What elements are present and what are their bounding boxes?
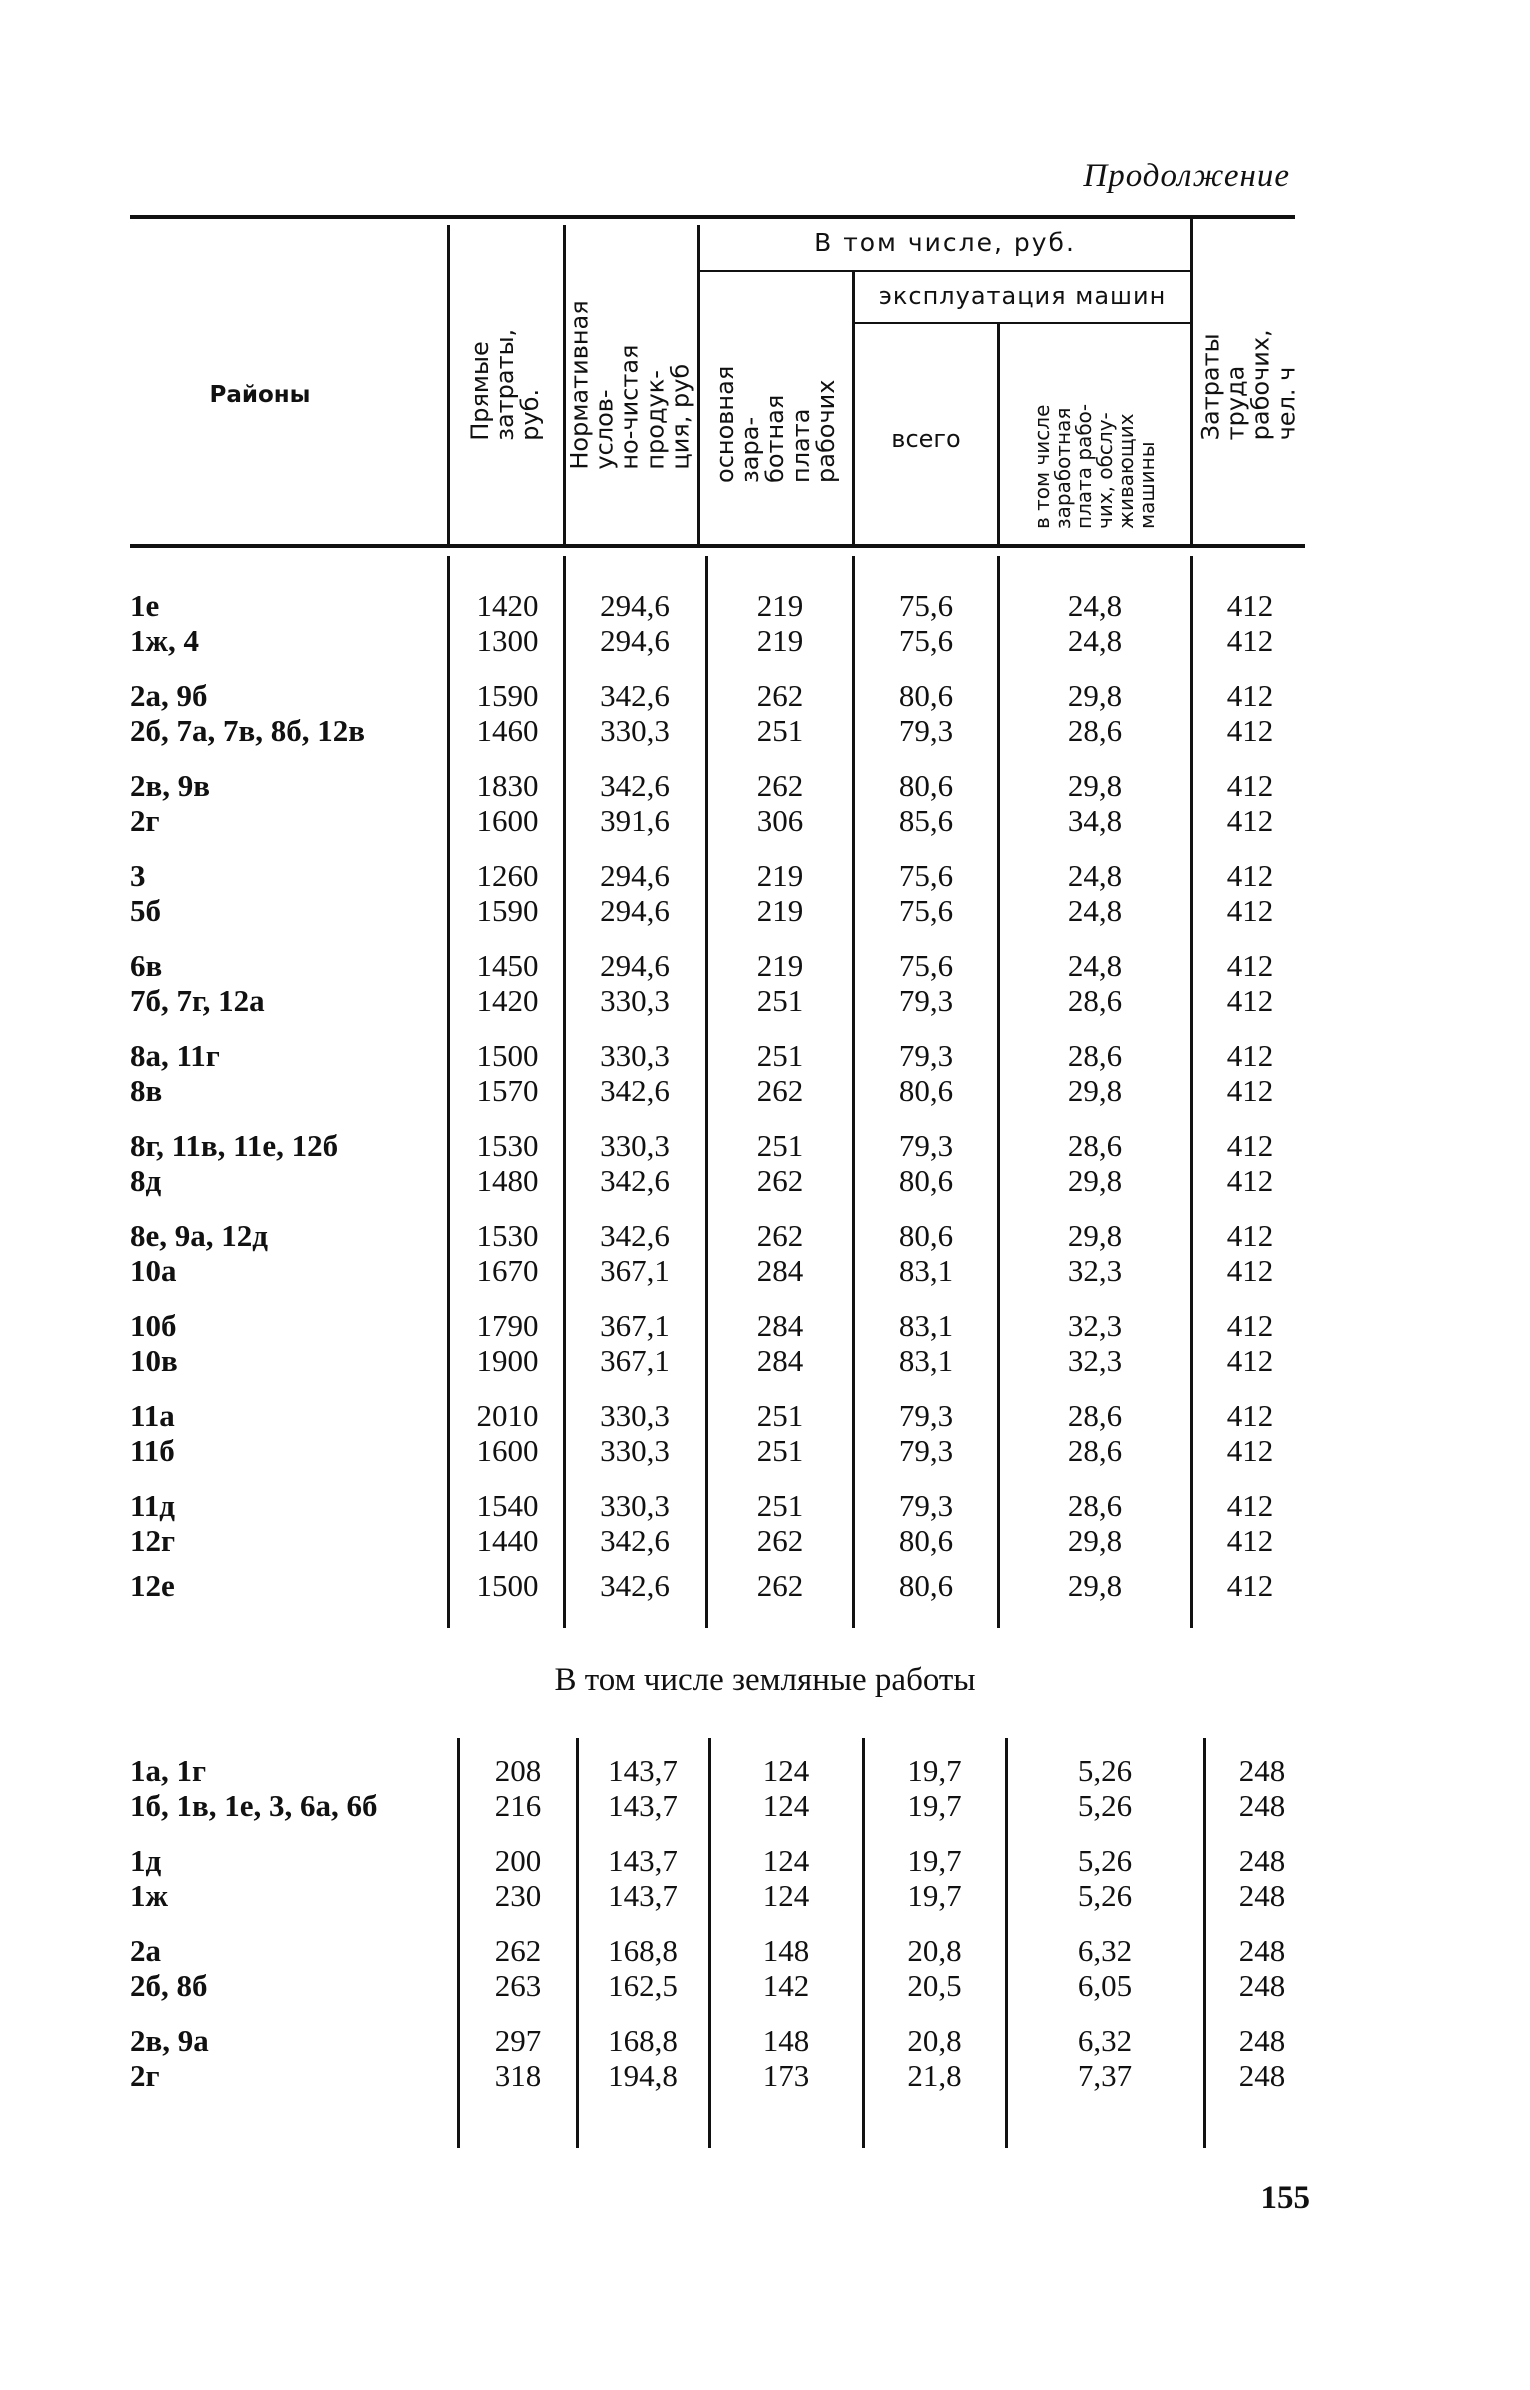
trud-cell: 412	[1226, 713, 1274, 748]
rayon-cell: 7б, 7г, 12а	[130, 983, 265, 1018]
zp-cell: 28,6	[1067, 1488, 1123, 1523]
table-row	[0, 1398, 1530, 1434]
zp-cell: 29,8	[1067, 1073, 1123, 1108]
header-normativnaya-produktsiya: Нормативная услов- но-чистая продук- ция, руб	[566, 299, 695, 470]
pryamye-cell: 1500	[476, 1038, 539, 1073]
vsego-cell: 21,8	[907, 2058, 962, 2093]
subgroup-rule	[855, 322, 1190, 324]
rayon-cell: 8г, 11в, 11е, 12б	[130, 1128, 339, 1163]
norm-cell: 330,3	[600, 1038, 670, 1073]
table-row	[0, 1523, 1530, 1559]
zp-cell: 24,8	[1067, 893, 1123, 928]
zp-cell: 5,26	[1077, 1788, 1133, 1823]
pryamye-cell: 1500	[476, 1568, 539, 1603]
pryamye-cell: 1830	[476, 768, 539, 803]
zp-cell: 24,8	[1067, 948, 1123, 983]
table-row	[0, 1968, 1530, 2004]
zp-cell: 6,32	[1077, 2023, 1133, 2058]
trud-cell: 412	[1226, 678, 1274, 713]
rayon-cell: 11д	[130, 1488, 175, 1523]
trud-cell: 248	[1238, 1968, 1286, 2003]
rayon-cell: 8в	[130, 1073, 163, 1108]
osn-cell: 262	[756, 1218, 804, 1253]
pryamye-cell: 2010	[476, 1398, 539, 1433]
osn-cell: 306	[756, 803, 804, 838]
header-divider-4	[852, 272, 855, 545]
vsego-cell: 20,5	[907, 1968, 962, 2003]
osn-cell: 251	[756, 1398, 804, 1433]
table-row	[0, 803, 1530, 839]
rayon-cell: 12е	[130, 1568, 175, 1603]
norm-cell: 294,6	[600, 858, 670, 893]
rayon-cell: 2г	[130, 803, 160, 838]
vsego-cell: 79,3	[898, 1433, 954, 1468]
trud-cell: 412	[1226, 1073, 1274, 1108]
norm-cell: 342,6	[600, 1523, 670, 1558]
pryamye-cell: 1600	[476, 1433, 539, 1468]
vsego-cell: 79,3	[898, 1128, 954, 1163]
norm-cell: 168,8	[608, 2023, 678, 2058]
trud-cell: 412	[1226, 1163, 1274, 1198]
trud-cell: 412	[1226, 1128, 1274, 1163]
table-row	[0, 623, 1530, 659]
header-zarplata-mashin: в том числе заработная плата рабо- чих, обслу- живающих машины	[1030, 403, 1159, 529]
pryamye-cell: 1600	[476, 803, 539, 838]
rayon-cell: 2в, 9в	[130, 768, 210, 803]
pryamye-cell: 1300	[476, 623, 539, 658]
osn-cell: 251	[756, 1128, 804, 1163]
norm-cell: 342,6	[600, 768, 670, 803]
norm-cell: 330,3	[600, 1433, 670, 1468]
pryamye-cell: 1670	[476, 1253, 539, 1288]
table-row	[0, 1253, 1530, 1289]
rayon-cell: 8а, 11г	[130, 1038, 220, 1073]
pryamye-cell: 1420	[476, 983, 539, 1018]
table-row	[0, 1038, 1530, 1074]
rayon-cell: 1ж, 4	[130, 623, 199, 658]
table-row	[0, 713, 1530, 749]
norm-cell: 194,8	[608, 2058, 678, 2093]
table-row	[0, 983, 1530, 1019]
rayon-cell: 6в	[130, 948, 163, 983]
osn-cell: 219	[756, 893, 804, 928]
table-row	[0, 1753, 1530, 1789]
group-rule	[700, 270, 1190, 272]
norm-cell: 330,3	[600, 983, 670, 1018]
trud-cell: 412	[1226, 1523, 1274, 1558]
norm-cell: 143,7	[608, 1753, 678, 1788]
norm-cell: 143,7	[608, 1878, 678, 1913]
pryamye-cell: 1260	[476, 858, 539, 893]
norm-cell: 143,7	[608, 1843, 678, 1878]
norm-cell: 342,6	[600, 678, 670, 713]
pryamye-cell: 297	[494, 2023, 542, 2058]
rayon-cell: 8е, 9а, 12д	[130, 1218, 268, 1253]
zp-cell: 24,8	[1067, 623, 1123, 658]
header-ekspluatatsiya-mashin: эксплуатация машин	[878, 282, 1167, 310]
zp-cell: 32,3	[1067, 1343, 1123, 1378]
rayon-cell: 2а, 9б	[130, 678, 208, 713]
zp-cell: 29,8	[1067, 1163, 1123, 1198]
header-v-tom-chisle: В том числе, руб.	[814, 228, 1076, 257]
table-row	[0, 1308, 1530, 1344]
table-row	[0, 1568, 1530, 1604]
vsego-cell: 79,3	[898, 1038, 954, 1073]
table-row	[0, 588, 1530, 624]
rayon-cell: 2б, 8б	[130, 1968, 208, 2003]
header-zatraty-truda: Затраты труда рабочих, чел. ч	[1196, 329, 1301, 441]
table-row	[0, 678, 1530, 714]
pryamye-cell: 1450	[476, 948, 539, 983]
osn-cell: 262	[756, 1568, 804, 1603]
pryamye-cell: 1530	[476, 1218, 539, 1253]
trud-cell: 412	[1226, 768, 1274, 803]
pryamye-cell: 1440	[476, 1523, 539, 1558]
osn-cell: 262	[756, 1073, 804, 1108]
header-pryamye-zatraty: Прямые затраты, руб.	[466, 328, 545, 441]
zp-cell: 6,05	[1077, 1968, 1133, 2003]
table-row	[0, 893, 1530, 929]
zp-cell: 28,6	[1067, 983, 1123, 1018]
rayon-cell: 2г	[130, 2058, 160, 2093]
norm-cell: 330,3	[600, 1398, 670, 1433]
rayon-cell: 11б	[130, 1433, 175, 1468]
rayon-cell: 1а, 1г	[130, 1753, 207, 1788]
vsego-cell: 85,6	[898, 803, 954, 838]
trud-cell: 412	[1226, 948, 1274, 983]
vsego-cell: 83,1	[898, 1308, 954, 1343]
pryamye-cell: 263	[494, 1968, 542, 2003]
trud-cell: 412	[1226, 1398, 1274, 1433]
pryamye-cell: 1590	[476, 678, 539, 713]
osn-cell: 219	[756, 623, 804, 658]
zp-cell: 28,6	[1067, 1433, 1123, 1468]
vsego-cell: 83,1	[898, 1253, 954, 1288]
osn-cell: 142	[762, 1968, 810, 2003]
pryamye-cell: 1460	[476, 713, 539, 748]
norm-cell: 294,6	[600, 948, 670, 983]
continuation-label: Продолжение	[1083, 158, 1290, 194]
norm-cell: 294,6	[600, 588, 670, 623]
pryamye-cell: 200	[494, 1843, 542, 1878]
trud-cell: 412	[1226, 1308, 1274, 1343]
rayon-cell: 1ж	[130, 1878, 168, 1913]
trud-cell: 412	[1226, 1218, 1274, 1253]
table-row	[0, 1163, 1530, 1199]
rayon-cell: 12г	[130, 1523, 176, 1558]
pryamye-cell: 208	[494, 1753, 542, 1788]
pryamye-cell: 1900	[476, 1343, 539, 1378]
osn-cell: 251	[756, 1038, 804, 1073]
zp-cell: 24,8	[1067, 588, 1123, 623]
table-row	[0, 1878, 1530, 1914]
vsego-cell: 79,3	[898, 983, 954, 1018]
trud-cell: 248	[1238, 2023, 1286, 2058]
pryamye-cell: 1480	[476, 1163, 539, 1198]
norm-cell: 367,1	[600, 1253, 670, 1288]
zp-cell: 28,6	[1067, 713, 1123, 748]
zp-cell: 7,37	[1077, 2058, 1133, 2093]
norm-cell: 162,5	[608, 1968, 678, 2003]
rayon-cell: 8д	[130, 1163, 162, 1198]
norm-cell: 294,6	[600, 623, 670, 658]
header-bottom-rule	[130, 544, 1305, 548]
osn-cell: 251	[756, 713, 804, 748]
table-row	[0, 858, 1530, 894]
norm-cell: 342,6	[600, 1218, 670, 1253]
vsego-cell: 80,6	[898, 1568, 954, 1603]
pryamye-cell: 230	[494, 1878, 542, 1913]
trud-cell: 248	[1238, 1878, 1286, 1913]
vsego-cell: 20,8	[907, 1933, 962, 1968]
vsego-cell: 79,3	[898, 1398, 954, 1433]
header-vsego: всего	[891, 425, 961, 453]
zp-cell: 29,8	[1067, 1523, 1123, 1558]
vsego-cell: 80,6	[898, 1218, 954, 1253]
rayon-cell: 5б	[130, 893, 161, 928]
zp-cell: 6,32	[1077, 1933, 1133, 1968]
table-row	[0, 2058, 1530, 2094]
table-row	[0, 1218, 1530, 1254]
pryamye-cell: 1590	[476, 893, 539, 928]
trud-cell: 412	[1226, 1488, 1274, 1523]
vsego-cell: 75,6	[898, 893, 954, 928]
trud-cell: 248	[1238, 1788, 1286, 1823]
osn-cell: 148	[762, 1933, 810, 1968]
rayon-cell: 2в, 9а	[130, 2023, 209, 2058]
pryamye-cell: 216	[494, 1788, 542, 1823]
trud-cell: 412	[1226, 858, 1274, 893]
vsego-cell: 79,3	[898, 713, 954, 748]
osn-cell: 219	[756, 858, 804, 893]
zp-cell: 29,8	[1067, 1218, 1123, 1253]
norm-cell: 391,6	[600, 803, 670, 838]
zp-cell: 24,8	[1067, 858, 1123, 893]
table-row	[0, 1488, 1530, 1524]
trud-cell: 412	[1226, 1568, 1274, 1603]
zp-cell: 5,26	[1077, 1753, 1133, 1788]
osn-cell: 262	[756, 678, 804, 713]
osn-cell: 284	[756, 1253, 804, 1288]
vsego-cell: 79,3	[898, 1488, 954, 1523]
osn-cell: 262	[756, 768, 804, 803]
osn-cell: 284	[756, 1308, 804, 1343]
trud-cell: 412	[1226, 1253, 1274, 1288]
vsego-cell: 19,7	[907, 1843, 962, 1878]
osn-cell: 284	[756, 1343, 804, 1378]
table-row	[0, 1128, 1530, 1164]
vsego-cell: 80,6	[898, 1163, 954, 1198]
norm-cell: 330,3	[600, 713, 670, 748]
vsego-cell: 75,6	[898, 588, 954, 623]
osn-cell: 148	[762, 2023, 810, 2058]
osn-cell: 262	[756, 1163, 804, 1198]
trud-cell: 412	[1226, 803, 1274, 838]
osn-cell: 124	[762, 1843, 810, 1878]
rayon-cell: 3	[130, 858, 146, 893]
vsego-cell: 19,7	[907, 1788, 962, 1823]
norm-cell: 143,7	[608, 1788, 678, 1823]
pryamye-cell: 1420	[476, 588, 539, 623]
rayon-cell: 11а	[130, 1398, 175, 1433]
zp-cell: 28,6	[1067, 1398, 1123, 1433]
section-title: В том числе земляные работы	[554, 1662, 976, 1698]
zp-cell: 28,6	[1067, 1038, 1123, 1073]
header-rayony: Районы	[209, 382, 311, 408]
pryamye-cell: 1530	[476, 1128, 539, 1163]
vsego-cell: 75,6	[898, 948, 954, 983]
table-row	[0, 948, 1530, 984]
trud-cell: 248	[1238, 2058, 1286, 2093]
vsego-cell: 19,7	[907, 1878, 962, 1913]
zp-cell: 29,8	[1067, 768, 1123, 803]
zp-cell: 29,8	[1067, 1568, 1123, 1603]
vsego-cell: 80,6	[898, 1073, 954, 1108]
rayon-cell: 10а	[130, 1253, 177, 1288]
page-number: 155	[1260, 2180, 1310, 2216]
rayon-cell: 2а	[130, 1933, 161, 1968]
osn-cell: 262	[756, 1523, 804, 1558]
header-top-rule	[130, 215, 1295, 219]
rayon-cell: 10б	[130, 1308, 177, 1343]
trud-cell: 248	[1238, 1933, 1286, 1968]
table-row	[0, 1073, 1530, 1109]
osn-cell: 219	[756, 588, 804, 623]
osn-cell: 124	[762, 1788, 810, 1823]
table-row	[0, 768, 1530, 804]
norm-cell: 168,8	[608, 1933, 678, 1968]
trud-cell: 248	[1238, 1843, 1286, 1878]
zp-cell: 29,8	[1067, 678, 1123, 713]
norm-cell: 342,6	[600, 1163, 670, 1198]
osn-cell: 219	[756, 948, 804, 983]
osn-cell: 124	[762, 1753, 810, 1788]
zp-cell: 32,3	[1067, 1253, 1123, 1288]
norm-cell: 330,3	[600, 1128, 670, 1163]
vsego-cell: 80,6	[898, 1523, 954, 1558]
vsego-cell: 75,6	[898, 623, 954, 658]
pryamye-cell: 1570	[476, 1073, 539, 1108]
trud-cell: 412	[1226, 893, 1274, 928]
rayon-cell: 10в	[130, 1343, 178, 1378]
zp-cell: 34,8	[1067, 803, 1123, 838]
pryamye-cell: 1790	[476, 1308, 539, 1343]
table-row	[0, 1433, 1530, 1469]
zp-cell: 32,3	[1067, 1308, 1123, 1343]
table-row	[0, 1343, 1530, 1379]
norm-cell: 367,1	[600, 1343, 670, 1378]
trud-cell: 412	[1226, 1343, 1274, 1378]
trud-cell: 412	[1226, 983, 1274, 1018]
header-osnovnaya-zarplata: основная зара- ботная плата рабочих	[711, 365, 840, 483]
pryamye-cell: 262	[494, 1933, 542, 1968]
zp-cell: 5,26	[1077, 1843, 1133, 1878]
osn-cell: 173	[762, 2058, 810, 2093]
rayon-cell: 1б, 1в, 1е, 3, 6а, 6б	[130, 1788, 378, 1823]
osn-cell: 251	[756, 983, 804, 1018]
zp-cell: 28,6	[1067, 1128, 1123, 1163]
vsego-cell: 83,1	[898, 1343, 954, 1378]
vsego-cell: 20,8	[907, 2023, 962, 2058]
osn-cell: 251	[756, 1433, 804, 1468]
osn-cell: 251	[756, 1488, 804, 1523]
pryamye-cell: 1540	[476, 1488, 539, 1523]
table-row	[0, 1788, 1530, 1824]
norm-cell: 330,3	[600, 1488, 670, 1523]
table-row	[0, 2023, 1530, 2059]
vsego-cell: 19,7	[907, 1753, 962, 1788]
table-row	[0, 1933, 1530, 1969]
trud-cell: 248	[1238, 1753, 1286, 1788]
trud-cell: 412	[1226, 1433, 1274, 1468]
rayon-cell: 2б, 7а, 7в, 8б, 12в	[130, 713, 365, 748]
norm-cell: 342,6	[600, 1073, 670, 1108]
pryamye-cell: 318	[494, 2058, 542, 2093]
zp-cell: 5,26	[1077, 1878, 1133, 1913]
norm-cell: 367,1	[600, 1308, 670, 1343]
norm-cell: 342,6	[600, 1568, 670, 1603]
osn-cell: 124	[762, 1878, 810, 1913]
trud-cell: 412	[1226, 1038, 1274, 1073]
vsego-cell: 80,6	[898, 678, 954, 713]
norm-cell: 294,6	[600, 893, 670, 928]
rayon-cell: 1д	[130, 1843, 162, 1878]
rayon-cell: 1е	[130, 588, 160, 623]
vsego-cell: 80,6	[898, 768, 954, 803]
vsego-cell: 75,6	[898, 858, 954, 893]
table-row	[0, 1843, 1530, 1879]
trud-cell: 412	[1226, 623, 1274, 658]
trud-cell: 412	[1226, 588, 1274, 623]
